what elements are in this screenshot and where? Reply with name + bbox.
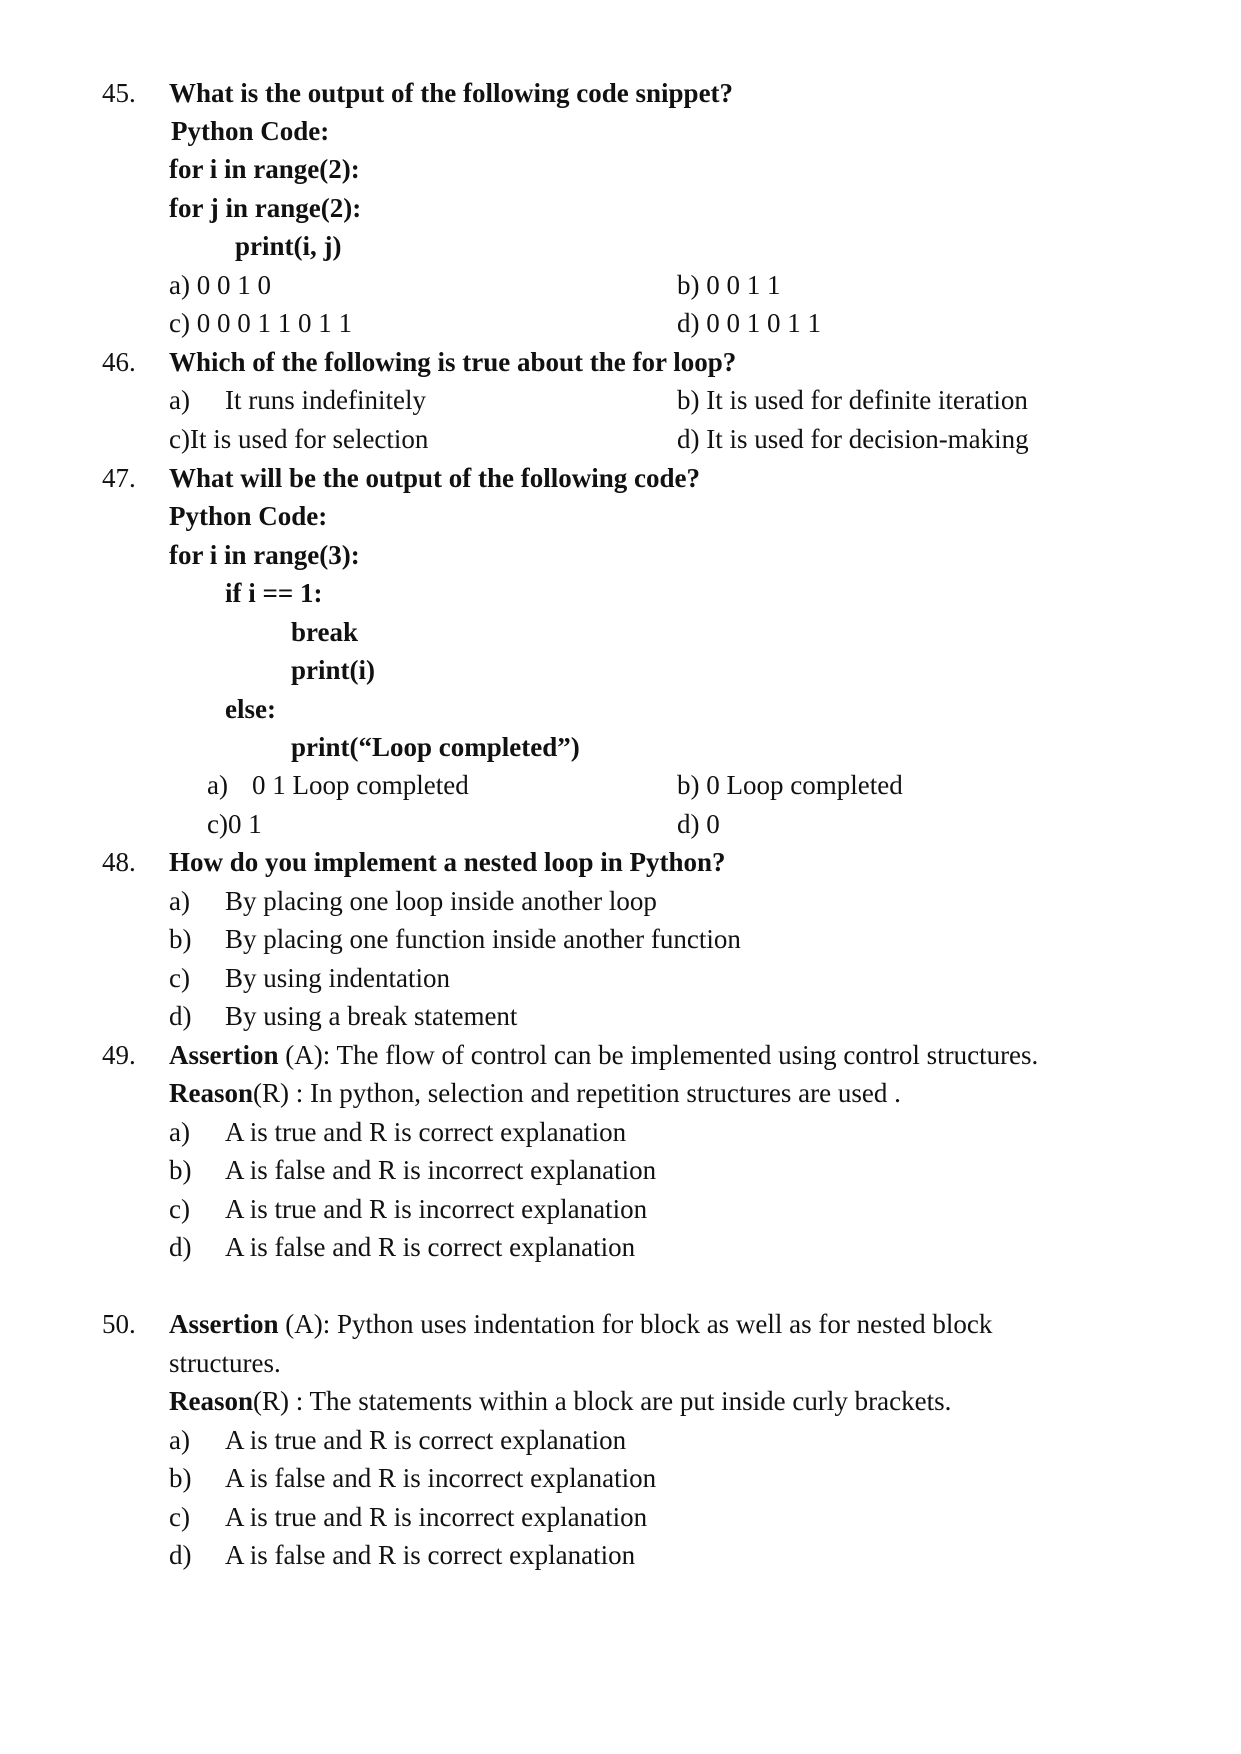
option-text: A is false and R is correct explanation bbox=[225, 1540, 636, 1570]
option-letter: c) bbox=[169, 1502, 190, 1532]
option-b: b) 0 Loop completed bbox=[677, 770, 903, 800]
code-line: if i == 1: bbox=[225, 578, 323, 608]
reason-text: (R) : The statements within a block are put inside curly brackets. bbox=[253, 1386, 952, 1416]
question-text: What will be the output of the following code? bbox=[169, 463, 701, 493]
option-text: A is false and R is correct explanation bbox=[225, 1232, 636, 1262]
option-c bbox=[169, 961, 450, 995]
option-letter: a) bbox=[169, 1117, 190, 1147]
assertion-continued: structures. bbox=[169, 1348, 281, 1378]
option-letter: a) bbox=[169, 1425, 190, 1455]
question-number: 49. bbox=[102, 1040, 136, 1070]
code-line: else: bbox=[225, 694, 276, 724]
option-text: A is true and R is correct explanation bbox=[225, 1117, 627, 1147]
code-line: print(“Loop completed”) bbox=[291, 732, 580, 762]
option-letter: c) bbox=[169, 963, 190, 993]
question-number: 48. bbox=[102, 847, 136, 877]
assertion-text: (A): The flow of control can be implemented using control structures. bbox=[278, 1040, 1039, 1070]
code-line: print(i, j) bbox=[235, 231, 342, 261]
option-c: c)0 1 bbox=[207, 809, 262, 839]
option-letter: c) bbox=[169, 1194, 190, 1224]
option-d bbox=[169, 999, 517, 1033]
assertion bbox=[169, 1307, 992, 1341]
option-letter: a) bbox=[207, 770, 228, 800]
option-letter: b) bbox=[169, 1155, 192, 1185]
option-a: a) 0 0 1 0 bbox=[169, 270, 271, 300]
option-letter: d) bbox=[169, 1232, 192, 1262]
option-d: d) It is used for decision-making bbox=[677, 424, 1029, 454]
option-text: It runs indefinitely bbox=[225, 385, 426, 415]
option-letter: b) bbox=[169, 1463, 192, 1493]
option-d bbox=[169, 1538, 635, 1572]
option-text: A is false and R is incorrect explanation bbox=[225, 1463, 657, 1493]
option-b: b) It is used for definite iteration bbox=[677, 385, 1028, 415]
code-line: print(i) bbox=[291, 655, 375, 685]
code-line: for j in range(2): bbox=[169, 193, 362, 223]
option-a bbox=[169, 1423, 626, 1457]
option-c: c) 0 0 0 1 1 0 1 1 bbox=[169, 308, 352, 338]
reason-label: Reason bbox=[169, 1386, 254, 1416]
option-b: b) 0 0 1 1 bbox=[677, 270, 781, 300]
code-line: break bbox=[291, 617, 359, 647]
option-d: d) 0 0 1 0 1 1 bbox=[677, 308, 821, 338]
option-letter: d) bbox=[169, 1001, 192, 1031]
option-c bbox=[169, 1500, 647, 1534]
option-letter: a) bbox=[169, 886, 190, 916]
assertion-label: Assertion bbox=[169, 1040, 279, 1070]
option-b bbox=[169, 922, 741, 956]
assertion-label: Assertion bbox=[169, 1309, 279, 1339]
code-line: for i in range(3): bbox=[169, 540, 360, 570]
option-text: By using indentation bbox=[225, 963, 450, 993]
option-letter: b) bbox=[169, 924, 192, 954]
option-text: A is true and R is correct explanation bbox=[225, 1425, 627, 1455]
option-b bbox=[169, 1461, 656, 1495]
option-text: A is false and R is incorrect explanation bbox=[225, 1155, 657, 1185]
reason-text: (R) : In python, selection and repetition structures are used . bbox=[253, 1078, 901, 1108]
option-d bbox=[169, 1230, 635, 1264]
question-text: How do you implement a nested loop in Python? bbox=[169, 847, 726, 877]
option-a bbox=[169, 884, 657, 918]
option-text: 0 1 Loop completed bbox=[252, 770, 469, 800]
reason bbox=[169, 1384, 951, 1418]
question-number: 46. bbox=[102, 347, 136, 377]
option-c: c)It is used for selection bbox=[169, 424, 429, 454]
option-b bbox=[169, 1153, 656, 1187]
option-letter: d) bbox=[169, 1540, 192, 1570]
option-text: A is true and R is incorrect explanation bbox=[225, 1194, 648, 1224]
assertion bbox=[169, 1038, 1038, 1072]
code-label: Python Code: bbox=[169, 501, 328, 531]
question-number: 50. bbox=[102, 1309, 136, 1339]
option-c bbox=[169, 1192, 647, 1226]
option-a bbox=[207, 768, 469, 802]
question-text: What is the output of the following code snippet? bbox=[169, 78, 734, 108]
option-a bbox=[169, 1115, 626, 1149]
question-number: 45. bbox=[102, 78, 136, 108]
reason-label: Reason bbox=[169, 1078, 254, 1108]
question-text: Which of the following is true about the for loop? bbox=[169, 347, 737, 377]
option-text: By placing one function inside another function bbox=[225, 924, 741, 954]
option-text: By using a break statement bbox=[225, 1001, 518, 1031]
code-line: for i in range(2): bbox=[169, 154, 360, 184]
reason bbox=[169, 1076, 901, 1110]
option-d: d) 0 bbox=[677, 809, 720, 839]
question-number: 47. bbox=[102, 463, 136, 493]
assertion-text: (A): Python uses indentation for block as well as for nested block bbox=[278, 1309, 993, 1339]
option-text: By placing one loop inside another loop bbox=[225, 886, 657, 916]
code-label: Python Code: bbox=[171, 116, 330, 146]
option-text: A is true and R is incorrect explanation bbox=[225, 1502, 648, 1532]
option-a bbox=[169, 383, 426, 417]
option-letter: a) bbox=[169, 385, 190, 415]
